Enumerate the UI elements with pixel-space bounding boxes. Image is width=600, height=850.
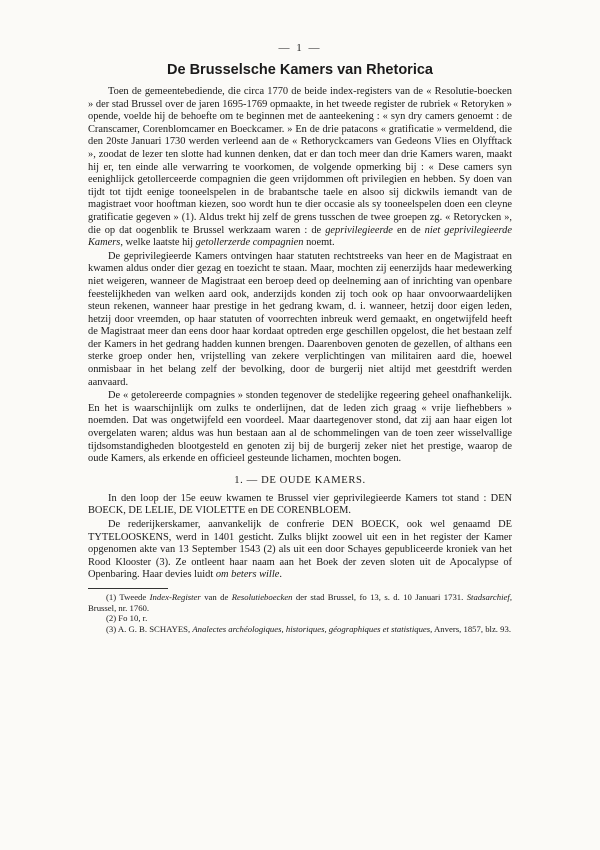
paragraph xyxy=(88,86,512,250)
italic-text: Index-Register xyxy=(149,591,201,602)
italic-text: getollerzerde compagnien xyxy=(195,237,304,249)
paragraph xyxy=(88,390,512,466)
italic-text: Stadsarchief xyxy=(466,591,510,602)
intro-body xyxy=(88,86,512,466)
text-run: , welke laatste hij xyxy=(120,237,196,249)
italic-text: om beters wille xyxy=(215,569,280,581)
text-run: (2) Fo 10, r. xyxy=(106,613,148,624)
text-run: De « getolereerde compagnies » stonden tegenover de stedelijke regeering geheel onafhankelijk. En het is waarschijnlijk om zulks te onderlijnen, dat de leden zich graag « vrije liefhebbers » noemden. Dat was ongetwijfeld een voordeel. Maar daartegenover stond, dat zij aan haar eigen lot overgelaten waren; aldus was hun bestaan aan al de schommelingen van de toen zeer wisselvallige tijdsomstandigheden blootgesteld en genoten zij bij de burgerij zeker niet het prestige, waarop de oude Kamers, als erkende en officieel gesteunde lichamen, mochten bogen. xyxy=(88,390,512,465)
text-run: Toen de gemeentebediende, die circa 1770 de beide index-registers van de « Resolutie-boecken » der stad Brussel over de jaren 1695-1769 opmaakte, in het tweede register de rubriek « Retoryken » opende, voelde hij de behoefte om te beginnen met de aanteekening : « syn dry camers genoemt : de Cranscamer, Corenblomcamer en Boeckcamer. » En de drie patacons « gratificatie » vermeldend, die den 20ste Januari 1730 werden verleend aan de « Rethoryckcamers van Gedeons Vlies en Olyfftack », zoodat de lezer ten slotte had kunnen denken, dat er dan toch meer dan drie Kamers waren, maakt hij er, ten einde alle verwarring te voorkomen, de volgende opmerking bij : « Dese camers syn eenighlijck getollerceerde compagnien die geen vrijdommen oft privilegien en hebben. Sy doen van tijdt tot tijdt eenige tooneelspelen in de brabantsche taele en alsoo sij dickwils iemandt van de magistraet voor hooftman kiezen, soo wordt hun te dier occasie als sy tooneelspelen doen een cleyne gratificatie gegeven » (1). Aldus trekt hij zelf de grens tusschen de twee groepen zg. « Retorycken », die op dat oogenblik te Brussel werkzaam waren : de xyxy=(88,86,512,236)
italic-text: Resolutieboecken xyxy=(231,591,293,602)
section-heading: 1. — DE OUDE KAMERS. xyxy=(234,474,366,486)
page-title: De Brusselsche Kamers van Rhetorica xyxy=(167,62,433,78)
footnote xyxy=(88,613,512,624)
section-body xyxy=(88,493,512,582)
footnote-divider xyxy=(88,588,168,589)
text-run: der stad Brussel, fo 13, s. d. 10 Januari 1731. xyxy=(292,591,467,602)
text-run: . xyxy=(279,569,282,581)
page-number: — 1 — xyxy=(278,42,322,54)
text-run: De geprivilegieerde Kamers ontvingen haar statuten rechtstreeks van heer en de Magistraat en kwamen aldus onder dier gezag en toezicht te staan. Maar, mochten zij eenerzijds haar medewerking niet weigeren, wanneer de Magistraat een beroep deed op deelneming aan of inrichting van openbare feestelijkheden van welken aard ook, anderzijds konden zij toch ook op haar onvoorwaardelijken steun rekenen, wanneer haar prestige in het gedrang kwam, d. i. wanneer, hetzij door eigen leden, hetzij door vreemden, op haar statuten of voorrechten inbreuk werd gemaakt, en ongetwijfeld heeft de Magistraat meer dan eens door haar kordaat optreden erge geschillen opgelost, die het bestaan zelf der Kamers in het gedrang hadden kunnen brengen. Daarenboven genoten de gezellen, of althans een sterke groep onder hen, vrijstelling van zekere verplichtingen van militairen aard die, hoewel onmisbaar in het belang zelf der bevolking, door de burgerij niet altijd met geestdrift werden aanvaard. xyxy=(88,250,512,388)
italic-text: geprivilegieerde xyxy=(325,224,393,236)
paragraph xyxy=(88,519,512,582)
italic-text: niet geprivilegieerde Kamers xyxy=(88,224,512,249)
footnotes xyxy=(88,592,512,634)
text-run: (3) A. G. B. SCHAYES, xyxy=(106,623,193,634)
paragraph xyxy=(88,251,512,390)
text-run: en de xyxy=(392,224,425,236)
footnote xyxy=(88,592,512,613)
text-run: (1) Tweede xyxy=(106,591,150,602)
text-run: noemt. xyxy=(303,237,335,249)
italic-text: Analectes archéologiques, historiques, géographiques et statistiques xyxy=(192,623,431,634)
text-run: De rederijkerskamer, aanvankelijk de confrerie DEN BOECK, ook wel genaamd DE TYTELOOSKENS, werd in 1401 gesticht. Zulks blijkt zoowel uit een in het register der Kamer opgenomen akte van 13 September 1543 (2) als uit een door Schayes gepubliceerde kroniek van het Rood Klooster (3). Ze ontleent haar naam aan het Boek der zeven sloten uit de Apocalypse of Openbaring. Haar devies luidt xyxy=(88,519,512,581)
footnote xyxy=(88,624,512,635)
text-run: , Brussel, nr. 1760. xyxy=(88,591,512,613)
paragraph xyxy=(88,493,512,518)
text-run: In den loop der 15e eeuw kwamen te Brussel vier geprivilegieerde Kamers tot stand : DEN BOECK, DE LELIE, DE VIOLETTE en DE CORENBLOEM. xyxy=(88,492,512,517)
text-run: , Anvers, 1857, blz. 93. xyxy=(430,623,512,634)
text-run: van de xyxy=(200,591,232,602)
